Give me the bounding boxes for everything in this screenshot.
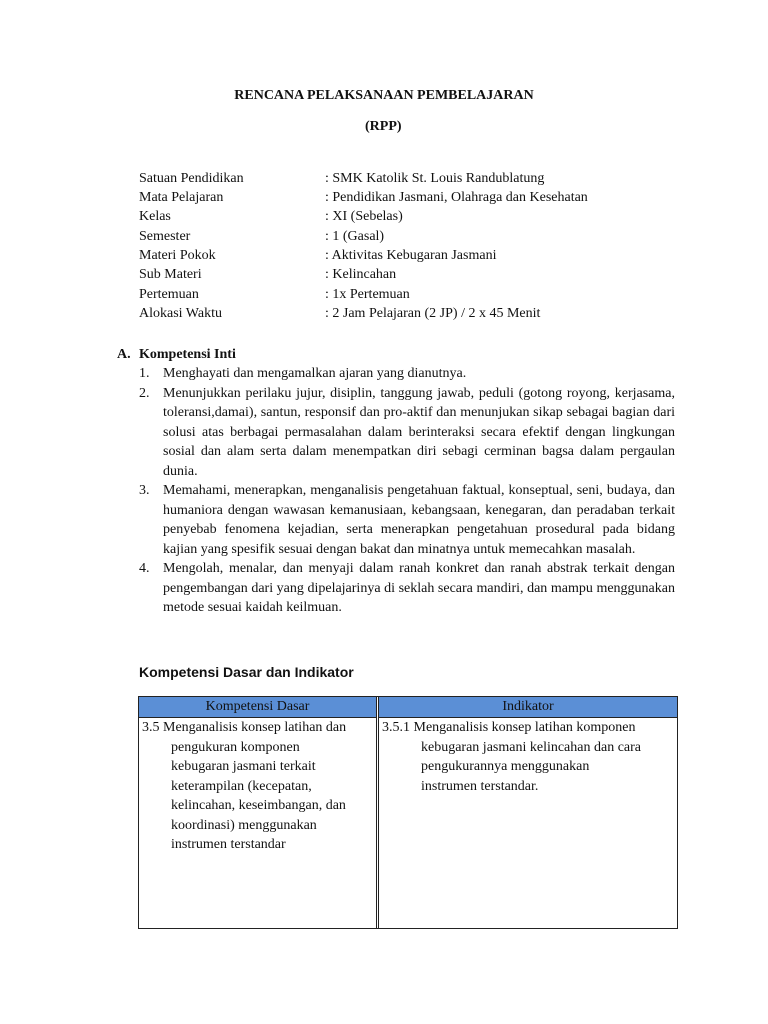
kd-table [138,696,678,929]
list-item: 2. Menunjukkan perilaku jujur, disiplin, tanggung jawab, peduli (gotong royong, kerjasama, toleransi,damai), santun, responsif dan pro-aktif dan menunjukan sikap sebagai bagian dari solusi atas berbagai permasalahan dalam berinteraksi secara efektif dengan lingkungan sosial dan alam serta dalam menempatkan diri sebagi cerminan bagsa dalam pergaulan dunia. [139,385,675,479]
kd-column [378,697,677,928]
kd-heading: Kompetensi Dasar dan Indikator [139,664,354,680]
list-item: 1. Menghayati dan mengamalkan ajaran yang dianutnya. [139,366,467,381]
section-a-heading: A. Kompetensi Inti [117,347,236,362]
document-title: RENCANA PELAKSANAAN PEMBELAJARAN [234,88,534,103]
kd-column [139,697,377,928]
list-item: 4. Mengolah, menalar, dan menyaji dalam ranah konkret dan ranah abstrak terkait dengan pengembangan dari yang dipelajarinya di seklah secara mandiri, dan mampu menggunakan metode sesuai kaidah keilmuan. [139,561,675,615]
table-header-cell: Indikator [379,697,677,718]
document-page: RENCANA PELAKSANAAN PEMBELAJARAN (RPP) Satuan Pendidikan : SMK Katolik St. Louis Randublatung Mata Pelajaran : Pendidikan Jasmani, Olahraga dan Kesehatan Kelas : XI (Sebelas) Semester : 1 (Gasal) Materi Pokok : Aktivitas Kebugaran Jasmani Sub Materi : Kelincahan Pertemuan : 1x Pertemuan Alokasi Waktu : 2 Jam Pelajaran (2 JP) / 2 x 45 Menit A. Kompetensi Inti 1. Menghayati dan mengamalkan ajaran yang dianutnya. 2. Menunjukkan perilaku jujur, disiplin, tanggung jawab, peduli (gotong royong, kerjasama, toleransi,damai), santun, responsif dan pro-aktif dan menunjukan sikap sebagai bagian dari solusi atas berbagai permasalahan dalam berinteraksi secara efektif dengan lingkungan sosial dan alam serta dalam menempatkan diri sebagi cerminan bagsa dalam pergaulan dunia. 3. Memahami, menerapkan, menganalisis pengetahuan faktual, konseptual, seni, budaya, dan humaniora dengan wawasan kemanusiaan, kebangsaan, kenegaran, dan peradaban terkait penyebab fenomena kejadian, serta menerapkan pengetahuan prosedural pada bidang kajian yang spesifik sesuai dengan bakat dan minatnya untuk memecahkan masalah. 4. Mengolah, menalar, dan menyaji dalam ranah konkret dan ranah abstrak terkait dengan pengembangan dari yang dipelajarinya di seklah secara mandiri, dan mampu menggunakan metode sesuai kaidah keilmuan. Kompetensi Dasar dan Indikator Kompetensi Dasar 3.5 Menganalisis konsep latihan dan pengukuran komponen kebugaran jasmani terkait keterampilan (kecepatan, kelincahan, keseimbangan, dan koordinasi) menggunakan instrumen terstandar Indikator 3.5.1 Menganalisis konsep latihan komponen kebugaran jasmani kelincahan dan cara pengukurannya menggunakan instrumen terstandar. [0,0,768,1024]
table-cell: 3.5 Menganalisis konsep latihan dan pengukuran komponen kebugaran jasmani terkait keterampilan (kecepatan, kelincahan, keseimbangan, dan koordinasi) menggunakan instrumen terstandar [142,720,347,852]
kompetensi-inti-list [139,364,675,618]
list-item: 3. Memahami, menerapkan, menganalisis pengetahuan faktual, konseptual, seni, budaya, dan humaniora dengan wawasan kemanusiaan, kebangsaan, kenegaran, dan peradaban terkait penyebab fenomena kejadian, serta menerapkan pengetahuan prosedural pada bidang kajian yang spesifik sesuai dengan bakat dan minatnya untuk memecahkan masalah. [139,483,675,557]
document-subtitle: (RPP) [365,119,402,134]
table-header-cell: Kompetensi Dasar [139,697,376,718]
table-cell: 3.5.1 Menganalisis konsep latihan komponen kebugaran jasmani kelincahan dan cara pengukurannya menggunakan instrumen terstandar. [382,720,642,794]
